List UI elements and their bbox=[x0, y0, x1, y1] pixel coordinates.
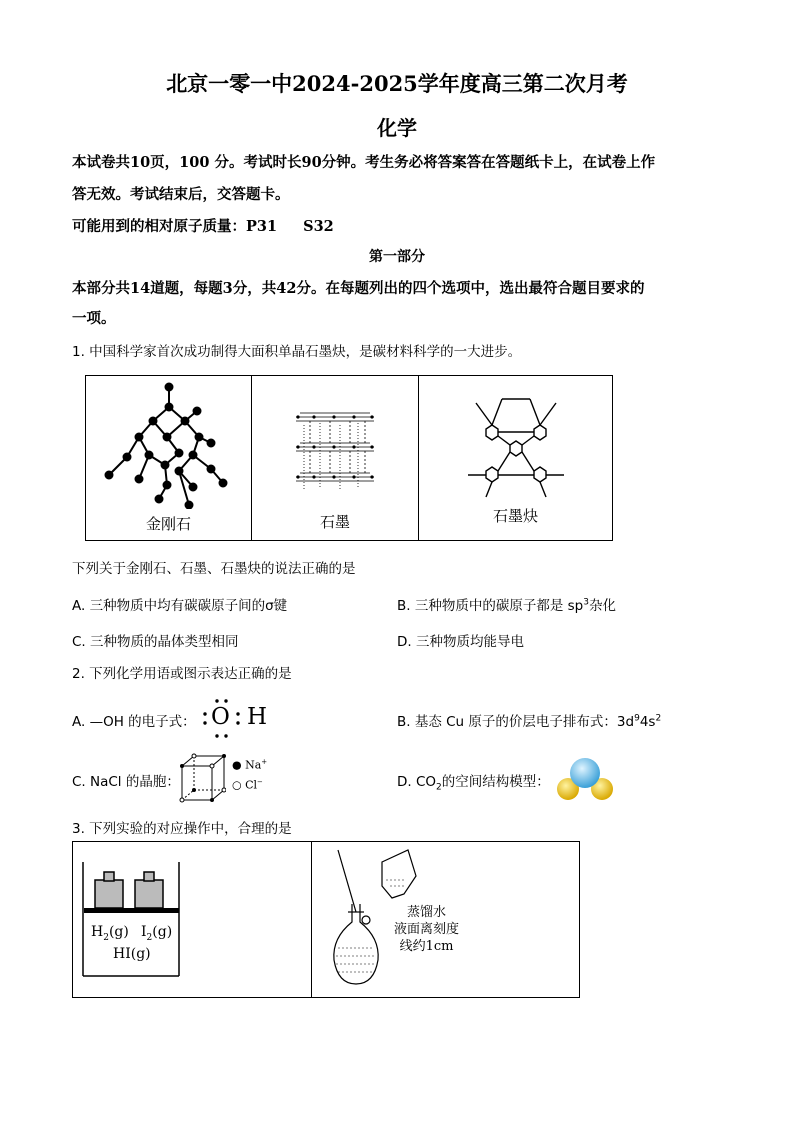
oxygen-symbol: O bbox=[211, 704, 230, 730]
part-title: 第一部分 bbox=[369, 249, 425, 265]
q1-option-b: B. 三种物质中的碳原子都是 $sp^3$杂化 bbox=[397, 597, 616, 614]
graphyne-cell bbox=[419, 376, 613, 541]
q2-option-b: B. 基态 Cu 原子的价层电子排布式：$3d^94s^2$ bbox=[397, 713, 662, 730]
q1-figure-table bbox=[85, 375, 613, 541]
flask-labels bbox=[394, 904, 459, 955]
diamond-cell bbox=[86, 376, 252, 541]
q1-option-a: A. 三种物质中均有碳碳原子间的σ键 bbox=[72, 598, 288, 614]
legend-cl: ○ Cl− bbox=[232, 778, 263, 792]
h2-label: $H_2(g)$ bbox=[91, 924, 129, 943]
legend-na: ● Na+ bbox=[232, 758, 268, 772]
atomic-mass-line bbox=[72, 215, 732, 236]
co2-space-filling-model bbox=[556, 756, 614, 802]
nacl-unit-cell bbox=[178, 752, 278, 804]
q1-stem: 1. 中国科学家首次成功制得大面积单晶石墨炔，是碳材料科学的一大进步。 bbox=[72, 344, 522, 360]
q3-fig2-cell bbox=[312, 842, 580, 998]
q2-stem: 2. 下列化学用语或图示表达正确的是 bbox=[72, 666, 292, 682]
q1-option-c: C. 三种物质的晶体类型相同 bbox=[72, 634, 239, 650]
piston-vessel-image bbox=[73, 842, 311, 997]
q1-question: 下列关于金刚石、石墨、石墨炔的说法正确的是 bbox=[72, 561, 356, 577]
instruction-line-1: 本试卷共10页，100 分。考试时长90分钟。考生务必将答案答在答题纸卡上，在试卷上作 bbox=[72, 154, 656, 171]
part-intro-line-2: 一项。 bbox=[72, 310, 116, 327]
q2-option-d-label: D. $CO_2$的空间结构模型： bbox=[397, 774, 550, 793]
hydrogen-symbol: H bbox=[247, 704, 268, 730]
graphite-caption: 石墨 bbox=[319, 513, 350, 531]
i2-label: $I_2(g)$ bbox=[141, 924, 173, 943]
q2-option-c-label: C. NaCl 的晶胞： bbox=[72, 774, 180, 790]
graphyne-caption: 石墨炔 bbox=[492, 507, 538, 525]
instruction-line-2: 答无效。考试结束后，交答题卡。 bbox=[72, 186, 290, 203]
part-intro-line-1: 本部分共14道题，每题3分，共42分。在每题列出的四个选项中，选出最符合题目要求的 bbox=[72, 280, 645, 297]
atomic-mass-label: 可能用到的相对原子质量： bbox=[72, 218, 246, 235]
graphite-structure-image bbox=[290, 403, 380, 503]
q2-option-a-label: A. —OH 的电子式： bbox=[72, 714, 196, 730]
subject-title: 化学 bbox=[377, 116, 417, 140]
nacl-cube-image bbox=[178, 752, 226, 804]
flask-label-3: 线约1cm bbox=[399, 939, 454, 954]
q3-figure-table bbox=[72, 841, 580, 998]
flask-label-1: 蒸馏水 bbox=[407, 905, 447, 920]
diamond-structure-image bbox=[89, 381, 249, 509]
q3-stem: 3. 下列实验的对应操作中，合理的是 bbox=[72, 821, 292, 837]
q2-hydroxyl-electron-formula bbox=[200, 696, 280, 740]
graphyne-structure-image bbox=[466, 389, 566, 499]
hi-label: HI(g) bbox=[113, 946, 151, 962]
diamond-caption: 金刚石 bbox=[145, 515, 191, 533]
atomic-mass-s: S32 bbox=[303, 218, 334, 235]
flask-label-2: 液面离刻度 bbox=[394, 922, 460, 937]
q3-fig1-cell bbox=[73, 842, 312, 998]
atomic-mass-p: P31 bbox=[246, 218, 278, 235]
graphite-cell bbox=[252, 376, 419, 541]
exam-title: 北京一零一中2024-2025学年度高三第二次月考 bbox=[166, 71, 628, 96]
q1-option-d: D. 三种物质均能导电 bbox=[397, 634, 524, 650]
